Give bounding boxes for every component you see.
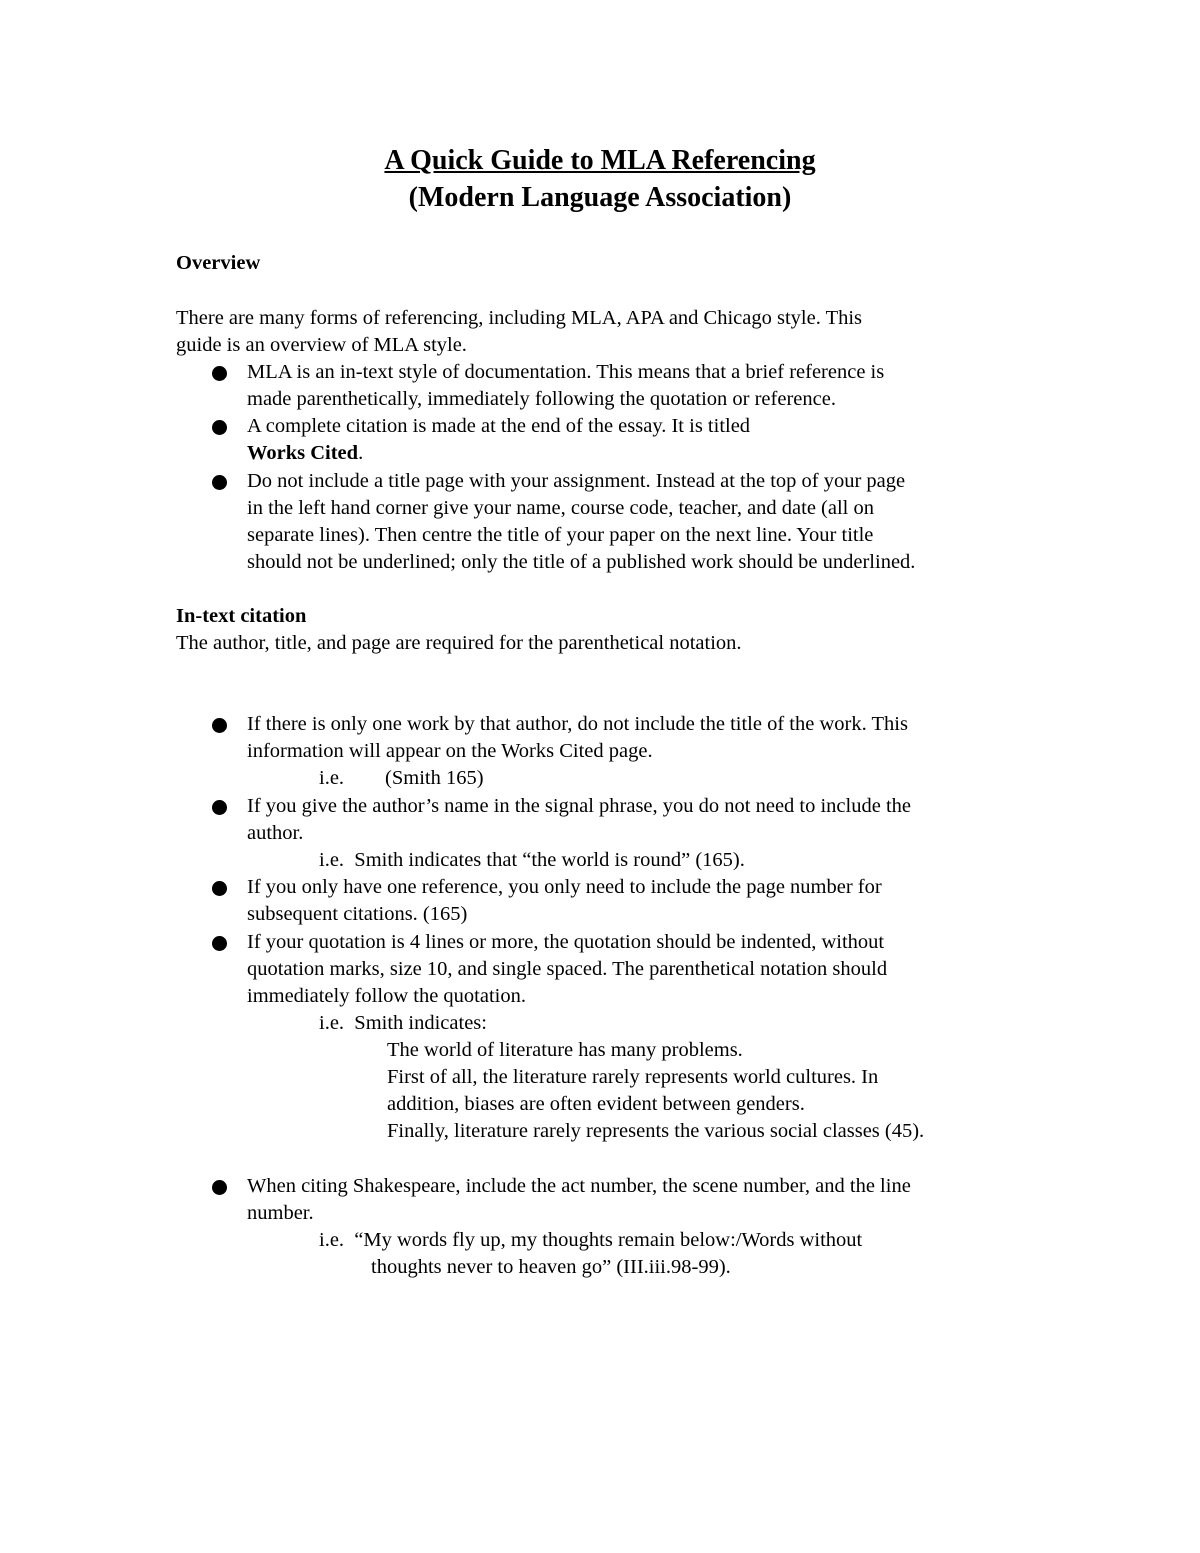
list-item-line: separate lines). Then centre the title of your paper on the next line. Your title (247, 524, 874, 546)
list-item-line: made parenthetically, immediately following the quotation or reference. (247, 388, 836, 410)
example-line: i.e. Smith indicates: (319, 1012, 487, 1034)
overview-intro-line: guide is an overview of MLA style. (176, 334, 467, 356)
list-item-line: If you give the author’s name in the signal phrase, you do not need to include the (247, 795, 911, 817)
bullet-icon (212, 881, 227, 896)
bullet-icon (212, 420, 227, 435)
list-item-text (247, 711, 1037, 792)
list-item-text (247, 929, 1037, 1145)
works-cited-label: Works Cited (247, 442, 359, 464)
example-line: i.e. Smith indicates that “the world is round” (165). (319, 849, 745, 871)
bullet-icon (212, 1180, 227, 1195)
block-quote-line: Finally, literature rarely represents the various social classes (45). (387, 1120, 925, 1142)
bullet-icon (212, 718, 227, 733)
intext-heading: In-text citation (176, 605, 307, 627)
block-quote-line: The world of literature has many problems. (387, 1039, 743, 1061)
document-title: A Quick Guide to MLA Referencing (384, 145, 816, 176)
example-line: i.e. (Smith 165) (319, 767, 484, 789)
list-item-line: If you only have one reference, you only need to include the page number for (247, 876, 882, 898)
works-cited-period: . (358, 442, 364, 464)
example-line: thoughts never to heaven go” (III.iii.98-99). (371, 1256, 731, 1278)
list-item-line: If your quotation is 4 lines or more, the quotation should be indented, without (247, 931, 885, 953)
bullet-icon (212, 475, 227, 490)
list-item-line: If there is only one work by that author, do not include the title of the work. This (247, 713, 908, 735)
document-subtitle: (Modern Language Association) (408, 182, 792, 213)
intext-intro: The author, title, and page are required for the parenthetical notation. (176, 632, 742, 654)
example-line: i.e. “My words fly up, my thoughts remain below:/Words without (319, 1229, 863, 1251)
list-item-line: When citing Shakespeare, include the act number, the scene number, and the line (247, 1175, 911, 1197)
overview-heading: Overview (176, 252, 261, 274)
list-item-line: quotation marks, size 10, and single spaced. The parenthetical notation should (247, 958, 888, 980)
list-item-line: in the left hand corner give your name, course code, teacher, and date (all on (247, 497, 875, 519)
list-item-line: MLA is an in-text style of documentation. This means that a brief reference is (247, 361, 885, 383)
bullet-icon (212, 936, 227, 951)
list-item-line: A complete citation is made at the end of the essay. It is titled (247, 415, 751, 437)
list-item-line: number. (247, 1202, 314, 1224)
list-item-text (247, 1173, 1037, 1281)
list-item-line: subsequent citations. (165) (247, 903, 468, 925)
list-item-line: immediately follow the quotation. (247, 985, 526, 1007)
list-item-line: author. (247, 822, 304, 844)
list-item-line: should not be underlined; only the title of a published work should be underlined. (247, 551, 916, 573)
list-item-text (247, 468, 1037, 576)
list-item-text (247, 359, 1037, 413)
overview-intro-line: There are many forms of referencing, including MLA, APA and Chicago style. This (176, 307, 863, 329)
list-item-line (247, 440, 1037, 467)
bullet-icon (212, 800, 227, 815)
list-item-text (247, 793, 1037, 874)
list-item-text (247, 874, 1037, 928)
overview-intro (176, 305, 1036, 359)
bullet-icon (212, 366, 227, 381)
list-item-line: information will appear on the Works Cited page. (247, 740, 653, 762)
list-item-line: Do not include a title page with your assignment. Instead at the top of your page (247, 470, 906, 492)
block-quote-line: First of all, the literature rarely represents world cultures. In (387, 1066, 879, 1088)
list-item-text (247, 413, 1037, 467)
block-quote-line: addition, biases are often evident between genders. (387, 1093, 805, 1115)
